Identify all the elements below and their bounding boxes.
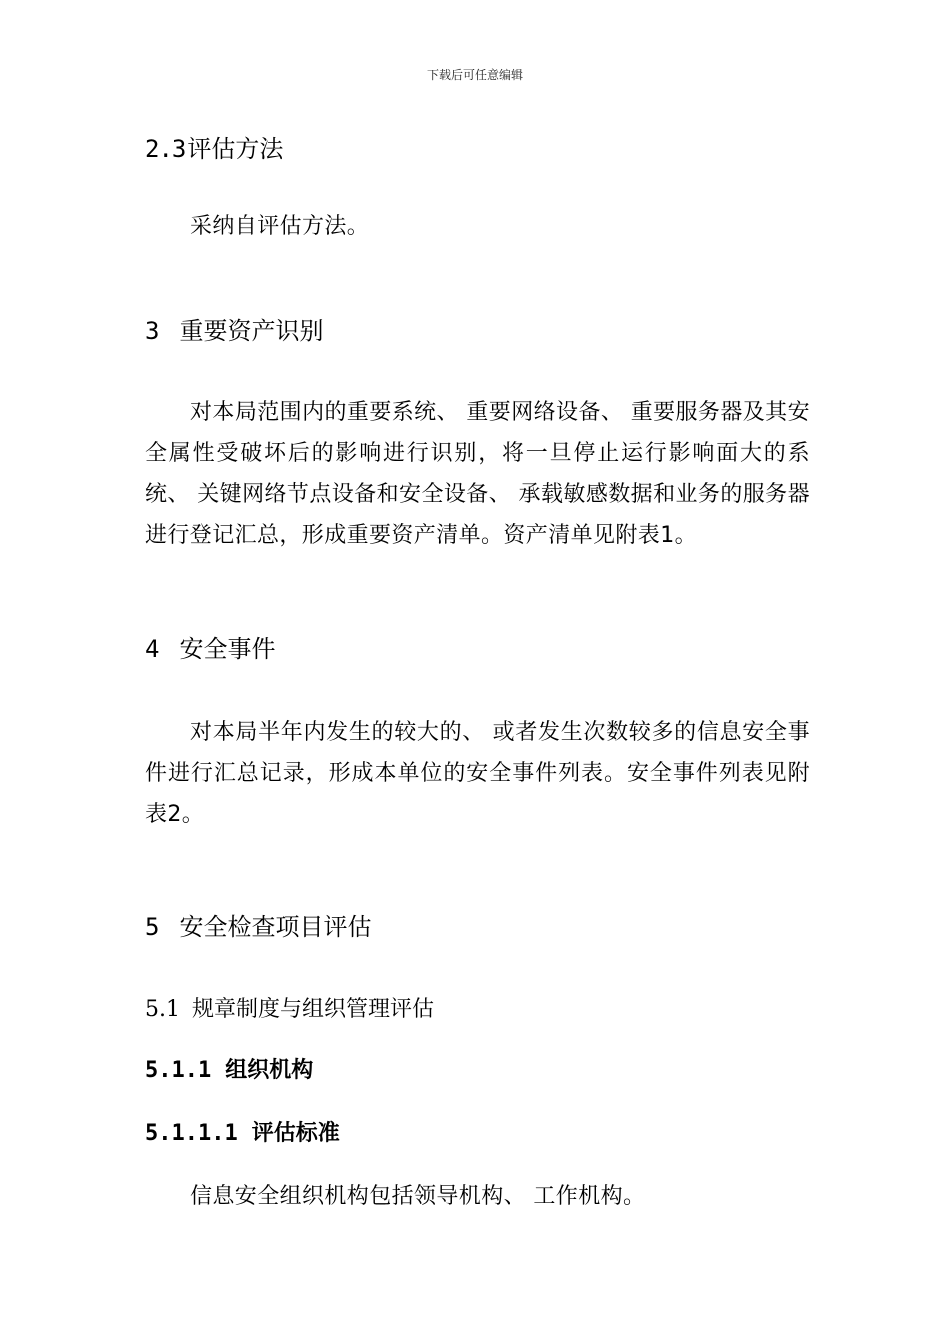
heading-number: 2.3 [145, 135, 186, 163]
heading-title: 安全检查项目评估 [179, 913, 372, 941]
heading-title: 评估方法 [187, 135, 284, 163]
heading-number: 4 [145, 635, 160, 663]
heading-2-3 [145, 133, 810, 165]
heading-4 [145, 633, 810, 665]
heading-title: 评估标准 [251, 1121, 340, 1146]
paragraph-3: 对本局范围内的重要系统、 重要网络设备、 重要服务器及其安全属性受破坏后的影响进行识别，将一旦停止运行影响面大的系统、 关键网络节点设备和安全设备、 承载敏感数据和业务的服务器进行登记汇总，形成重要资产清单。资产清单见附表1。 [145, 400, 810, 548]
heading-5-1-1 [145, 1056, 810, 1086]
heading-number: 5.1 [145, 997, 180, 1022]
heading-title: 安全事件 [179, 635, 276, 663]
heading-number: 5.1.1 [145, 1058, 212, 1083]
heading-title: 规章制度与组织管理评估 [192, 997, 435, 1022]
paragraph-4: 对本局半年内发生的较大的、 或者发生次数较多的信息安全事件进行汇总记录，形成本单位的安全事件列表。安全事件列表见附表2。 [145, 720, 810, 827]
heading-number: 5.1.1.1 [145, 1121, 238, 1146]
heading-3 [145, 315, 810, 347]
paragraph-5-1-1-1: 信息安全组织机构包括领导机构、 工作机构。 [190, 1184, 646, 1209]
heading-number: 5 [145, 913, 160, 941]
heading-5-1-1-1 [145, 1119, 810, 1149]
heading-title: 重要资产识别 [179, 317, 324, 345]
heading-5 [145, 911, 810, 943]
heading-number: 3 [145, 317, 160, 345]
heading-title: 组织机构 [225, 1058, 314, 1083]
page-header: 下载后可任意编辑 [426, 68, 523, 82]
heading-5-1 [145, 995, 810, 1025]
paragraph-2-3: 采纳自评估方法。 [190, 214, 370, 239]
